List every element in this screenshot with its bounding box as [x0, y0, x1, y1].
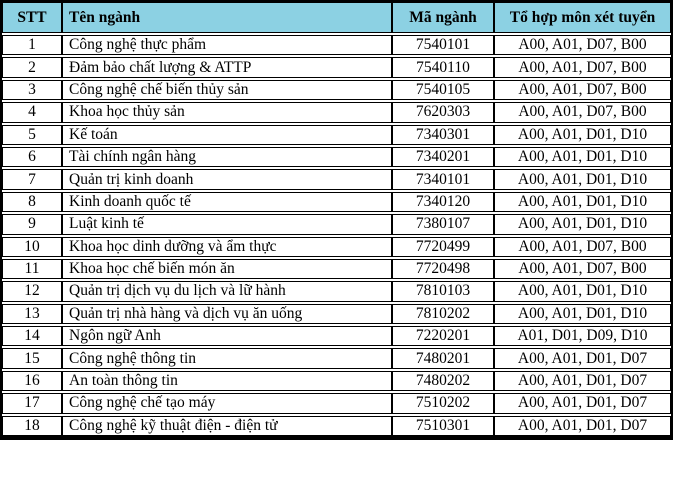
cell-stt: 2	[2, 57, 62, 77]
cell-ma-nganh: 7810202	[392, 304, 494, 324]
cell-to-hop-mon: A00, A01, D01, D10	[494, 281, 671, 301]
cell-to-hop-mon: A00, A01, D01, D07	[494, 416, 671, 436]
cell-ten-nganh: Quản trị kinh doanh	[62, 169, 392, 189]
cell-ten-nganh: An toàn thông tin	[62, 371, 392, 391]
cell-to-hop-mon: A00, A01, D07, B00	[494, 35, 671, 55]
cell-ma-nganh: 7480202	[392, 371, 494, 391]
cell-stt: 9	[2, 214, 62, 234]
cell-ma-nganh: 7720498	[392, 259, 494, 279]
header-ten-nganh: Tên ngành	[62, 2, 392, 33]
cell-to-hop-mon: A00, A01, D01, D07	[494, 393, 671, 413]
cell-ma-nganh: 7220201	[392, 326, 494, 346]
cell-ten-nganh: Tài chính ngân hàng	[62, 147, 392, 167]
cell-to-hop-mon: A00, A01, D07, B00	[494, 259, 671, 279]
cell-to-hop-mon: A00, A01, D07, B00	[494, 237, 671, 257]
cell-stt: 17	[2, 393, 62, 413]
table-row	[2, 371, 671, 391]
cell-ma-nganh: 7340120	[392, 192, 494, 212]
cell-stt: 5	[2, 125, 62, 145]
cell-stt: 11	[2, 259, 62, 279]
table-row	[2, 416, 671, 436]
table-row	[2, 125, 671, 145]
cell-ten-nganh: Công nghệ chế biến thủy sản	[62, 80, 392, 100]
cell-to-hop-mon: A00, A01, D01, D10	[494, 304, 671, 324]
cell-stt: 1	[2, 35, 62, 55]
table-row	[2, 214, 671, 234]
cell-ten-nganh: Khoa học dinh dưỡng và ẩm thực	[62, 237, 392, 257]
cell-ma-nganh: 7540101	[392, 35, 494, 55]
cell-stt: 3	[2, 80, 62, 100]
cell-stt: 14	[2, 326, 62, 346]
table-row	[2, 393, 671, 413]
cell-ten-nganh: Công nghệ thông tin	[62, 348, 392, 368]
cell-ma-nganh: 7340101	[392, 169, 494, 189]
cell-ten-nganh: Công nghệ thực phẩm	[62, 35, 392, 55]
cell-stt: 8	[2, 192, 62, 212]
cell-to-hop-mon: A00, A01, D01, D10	[494, 147, 671, 167]
table-row	[2, 102, 671, 122]
cell-stt: 10	[2, 237, 62, 257]
table-header-row	[2, 2, 671, 33]
cell-to-hop-mon: A00, A01, D01, D07	[494, 371, 671, 391]
table-row	[2, 348, 671, 368]
table-row	[2, 80, 671, 100]
cell-to-hop-mon: A00, A01, D07, B00	[494, 80, 671, 100]
cell-ten-nganh: Công nghệ chế tạo máy	[62, 393, 392, 413]
cell-ten-nganh: Công nghệ kỹ thuật điện - điện tử	[62, 416, 392, 436]
cell-ten-nganh: Luật kinh tế	[62, 214, 392, 234]
table-row	[2, 326, 671, 346]
cell-ma-nganh: 7480201	[392, 348, 494, 368]
cell-stt: 6	[2, 147, 62, 167]
table-body	[2, 35, 671, 436]
cell-ma-nganh: 7510202	[392, 393, 494, 413]
cell-stt: 16	[2, 371, 62, 391]
cell-stt: 7	[2, 169, 62, 189]
cell-ten-nganh: Khoa học chế biến món ăn	[62, 259, 392, 279]
cell-stt: 15	[2, 348, 62, 368]
table-row	[2, 57, 671, 77]
table-row	[2, 35, 671, 55]
cell-to-hop-mon: A00, A01, D01, D07	[494, 348, 671, 368]
cell-to-hop-mon: A01, D01, D09, D10	[494, 326, 671, 346]
cell-ten-nganh: Kinh doanh quốc tế	[62, 192, 392, 212]
cell-ten-nganh: Quản trị nhà hàng và dịch vụ ăn uống	[62, 304, 392, 324]
admissions-table	[2, 0, 671, 438]
cell-ten-nganh: Đảm bảo chất lượng & ATTP	[62, 57, 392, 77]
cell-to-hop-mon: A00, A01, D01, D10	[494, 169, 671, 189]
cell-ma-nganh: 7340301	[392, 125, 494, 145]
cell-ten-nganh: Quản trị dịch vụ du lịch và lữ hành	[62, 281, 392, 301]
cell-ten-nganh: Kế toán	[62, 125, 392, 145]
cell-to-hop-mon: A00, A01, D07, B00	[494, 102, 671, 122]
cell-stt: 12	[2, 281, 62, 301]
cell-ma-nganh: 7720499	[392, 237, 494, 257]
cell-ma-nganh: 7380107	[392, 214, 494, 234]
table-row	[2, 169, 671, 189]
table-row	[2, 259, 671, 279]
cell-ten-nganh: Ngôn ngữ Anh	[62, 326, 392, 346]
table-row	[2, 281, 671, 301]
cell-stt: 18	[2, 416, 62, 436]
table-row	[2, 237, 671, 257]
cell-ma-nganh: 7340201	[392, 147, 494, 167]
cell-ten-nganh: Khoa học thủy sản	[62, 102, 392, 122]
header-to-hop-mon: Tổ hợp môn xét tuyển	[494, 2, 671, 33]
cell-stt: 13	[2, 304, 62, 324]
table-row	[2, 304, 671, 324]
cell-to-hop-mon: A00, A01, D01, D10	[494, 125, 671, 145]
table-row	[2, 192, 671, 212]
table-row	[2, 147, 671, 167]
cell-ma-nganh: 7540105	[392, 80, 494, 100]
cell-to-hop-mon: A00, A01, D07, B00	[494, 57, 671, 77]
cell-ma-nganh: 7810103	[392, 281, 494, 301]
cell-to-hop-mon: A00, A01, D01, D10	[494, 192, 671, 212]
header-ma-nganh: Mã ngành	[392, 2, 494, 33]
cell-ma-nganh: 7510301	[392, 416, 494, 436]
cell-stt: 4	[2, 102, 62, 122]
cell-to-hop-mon: A00, A01, D01, D10	[494, 214, 671, 234]
cell-ma-nganh: 7620303	[392, 102, 494, 122]
cell-ma-nganh: 7540110	[392, 57, 494, 77]
header-stt: STT	[2, 2, 62, 33]
